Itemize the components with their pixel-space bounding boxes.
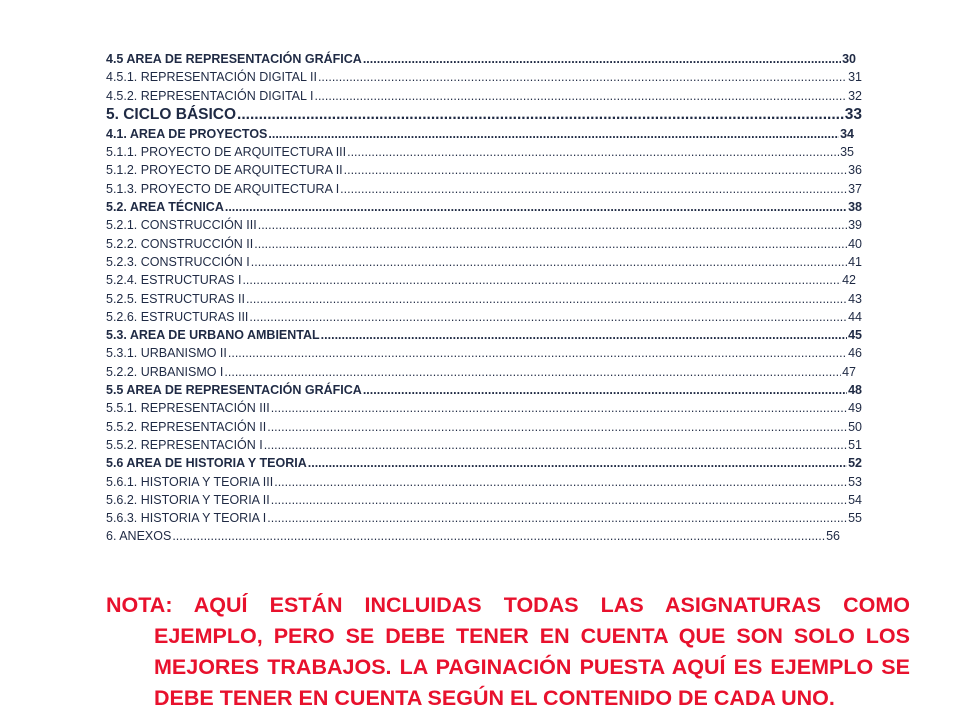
toc-dot-leader	[251, 253, 847, 271]
toc-entry-title: 5.2.3. CONSTRUCCIÓN I	[106, 254, 250, 269]
toc-entry-title: 5.6 AREA DE HISTORIA Y TEORIA	[106, 456, 307, 471]
toc-entry-title: 5.2. AREA TÉCNICA	[106, 200, 224, 215]
toc-dot-leader	[225, 198, 847, 216]
toc-entry-title: 5.5.2. REPRESENTACIÓN I	[106, 437, 263, 452]
toc-dot-leader	[237, 105, 844, 125]
toc-page-number: 45	[848, 328, 862, 343]
toc-entry-title: 5.2.2. CONSTRUCCIÓN II	[106, 236, 254, 251]
toc-entry[interactable]	[106, 381, 862, 399]
toc-dot-leader	[363, 381, 847, 399]
toc-entry-title: 4.1. AREA DE PROYECTOS	[106, 126, 268, 141]
toc-dot-leader	[308, 454, 847, 472]
toc-entry[interactable]	[106, 271, 862, 289]
toc-page-number: 31	[848, 70, 862, 85]
toc-dot-leader	[274, 473, 847, 491]
table-of-contents	[106, 50, 862, 546]
toc-dot-leader	[254, 235, 847, 253]
toc-dot-leader	[347, 143, 839, 161]
toc-page-number: 36	[848, 163, 862, 178]
toc-page-number: 41	[848, 254, 862, 269]
toc-page-number: 50	[848, 419, 862, 434]
toc-entry[interactable]	[106, 125, 862, 143]
toc-entry-title: 5.5.2. REPRESENTACIÓN II	[106, 419, 267, 434]
toc-page-number: 40	[848, 236, 862, 251]
toc-page-number: 51	[848, 437, 862, 452]
toc-entry-title: 5.6.1. HISTORIA Y TEORIA III	[106, 474, 274, 489]
toc-entry-title: 5.2.6. ESTRUCTURAS III	[106, 309, 249, 324]
note-paragraph: NOTA: AQUÍ ESTÁN INCLUIDAS TODAS LAS ASIGNATURAS COMO EJEMPLO, PERO SE DEBE TENER EN CUENTA QUE SON SOLO LOS MEJORES TRABAJOS. LA PAGINACIÓN PUESTA AQUÍ ES EJEMPLO SE DEBE TENER EN CUENTA SEGÚN EL CONTENIDO DE CADA UNO.	[106, 593, 910, 710]
toc-dot-leader	[267, 509, 847, 527]
toc-page-number: 43	[848, 291, 862, 306]
toc-page-number: 56	[826, 529, 840, 544]
toc-dot-leader	[268, 125, 839, 143]
toc-page-number: 49	[848, 401, 862, 416]
toc-entry-title: 5. CICLO BÁSICO	[106, 105, 237, 123]
toc-entry[interactable]	[106, 161, 862, 179]
toc-dot-leader	[321, 326, 847, 344]
toc-entry[interactable]	[106, 105, 862, 125]
toc-entry[interactable]	[106, 454, 862, 472]
toc-dot-leader	[344, 161, 847, 179]
toc-dot-leader	[228, 344, 847, 362]
toc-dot-leader	[271, 399, 847, 417]
toc-page-number: 44	[848, 309, 862, 324]
toc-entry[interactable]	[106, 527, 862, 545]
toc-page-number: 52	[848, 456, 862, 471]
toc-entry[interactable]	[106, 235, 862, 253]
toc-entry[interactable]	[106, 308, 862, 326]
toc-page-number: 37	[848, 181, 862, 196]
toc-dot-leader	[340, 180, 847, 198]
toc-entry-title: 5.3. AREA DE URBANO AMBIENTAL	[106, 328, 320, 343]
toc-entry-title: 5.6.3. HISTORIA Y TEORIA I	[106, 511, 267, 526]
toc-page-number: 35	[840, 145, 854, 160]
toc-entry[interactable]	[106, 68, 862, 86]
toc-entry[interactable]	[106, 363, 862, 381]
toc-entry-title: 5.1.3. PROYECTO DE ARQUITECTURA I	[106, 181, 340, 196]
toc-entry-title: 4.5 AREA DE REPRESENTACIÓN GRÁFICA	[106, 52, 362, 66]
toc-entry-title: 5.6.2. HISTORIA Y TEORIA II	[106, 492, 270, 507]
toc-entry-title: 5.2.2. URBANISMO I	[106, 364, 224, 379]
toc-entry-title: 5.2.1. CONSTRUCCIÓN III	[106, 218, 257, 233]
toc-page-number: 48	[848, 383, 862, 398]
toc-page-number: 54	[848, 492, 862, 507]
toc-entry[interactable]	[106, 143, 862, 161]
toc-dot-leader	[314, 87, 847, 105]
toc-entry[interactable]	[106, 216, 862, 234]
toc-entry-title: 5.1.2. PROYECTO DE ARQUITECTURA II	[106, 163, 343, 178]
toc-entry-title: 5.2.4. ESTRUCTURAS I	[106, 273, 242, 288]
toc-entry-title: 4.5.2. REPRESENTACIÓN DIGITAL I	[106, 88, 314, 103]
toc-entry-title: 4.5.1. REPRESENTACIÓN DIGITAL II	[106, 70, 317, 85]
toc-dot-leader	[318, 68, 847, 86]
toc-entry-title: 5.1.1. PROYECTO DE ARQUITECTURA III	[106, 145, 347, 160]
toc-entry-title: 5.3.1. URBANISMO II	[106, 346, 227, 361]
toc-entry-title: 6. ANEXOS	[106, 529, 172, 544]
toc-page-number: 38	[848, 200, 862, 215]
toc-entry-title: 5.5 AREA DE REPRESENTACIÓN GRÁFICA	[106, 383, 362, 398]
toc-entry[interactable]	[106, 473, 862, 491]
toc-entry[interactable]	[106, 50, 862, 68]
toc-dot-leader	[363, 50, 841, 68]
toc-entry-title: 5.2.5. ESTRUCTURAS II	[106, 291, 245, 306]
toc-entry[interactable]	[106, 253, 862, 271]
toc-entry-title: 5.5.1. REPRESENTACIÓN III	[106, 401, 270, 416]
toc-dot-leader	[267, 418, 847, 436]
toc-page-number: 34	[840, 126, 854, 141]
toc-entry[interactable]	[106, 399, 862, 417]
toc-page-number: 33	[844, 105, 862, 123]
toc-entry[interactable]	[106, 418, 862, 436]
toc-dot-leader	[172, 527, 825, 545]
toc-dot-leader	[258, 216, 847, 234]
toc-page-number: 55	[848, 511, 862, 526]
toc-entry[interactable]	[106, 180, 862, 198]
toc-entry[interactable]	[106, 326, 862, 344]
toc-dot-leader	[242, 271, 841, 289]
toc-entry[interactable]	[106, 509, 862, 527]
toc-entry[interactable]	[106, 436, 862, 454]
toc-dot-leader	[224, 363, 841, 381]
toc-entry[interactable]	[106, 198, 862, 216]
toc-dot-leader	[271, 491, 847, 509]
toc-dot-leader	[249, 308, 847, 326]
toc-page-number: 39	[848, 218, 862, 233]
toc-page-number: 30	[842, 52, 856, 66]
toc-page-number: 46	[848, 346, 862, 361]
toc-dot-leader	[264, 436, 847, 454]
toc-page-number: 47	[842, 364, 856, 379]
toc-entry[interactable]	[106, 290, 862, 308]
toc-page-number: 32	[848, 88, 862, 103]
toc-entry[interactable]	[106, 344, 862, 362]
toc-page-number: 42	[842, 273, 856, 288]
toc-entry[interactable]	[106, 491, 862, 509]
toc-page-number: 53	[848, 474, 862, 489]
toc-dot-leader	[246, 290, 847, 308]
toc-entry[interactable]	[106, 87, 862, 105]
